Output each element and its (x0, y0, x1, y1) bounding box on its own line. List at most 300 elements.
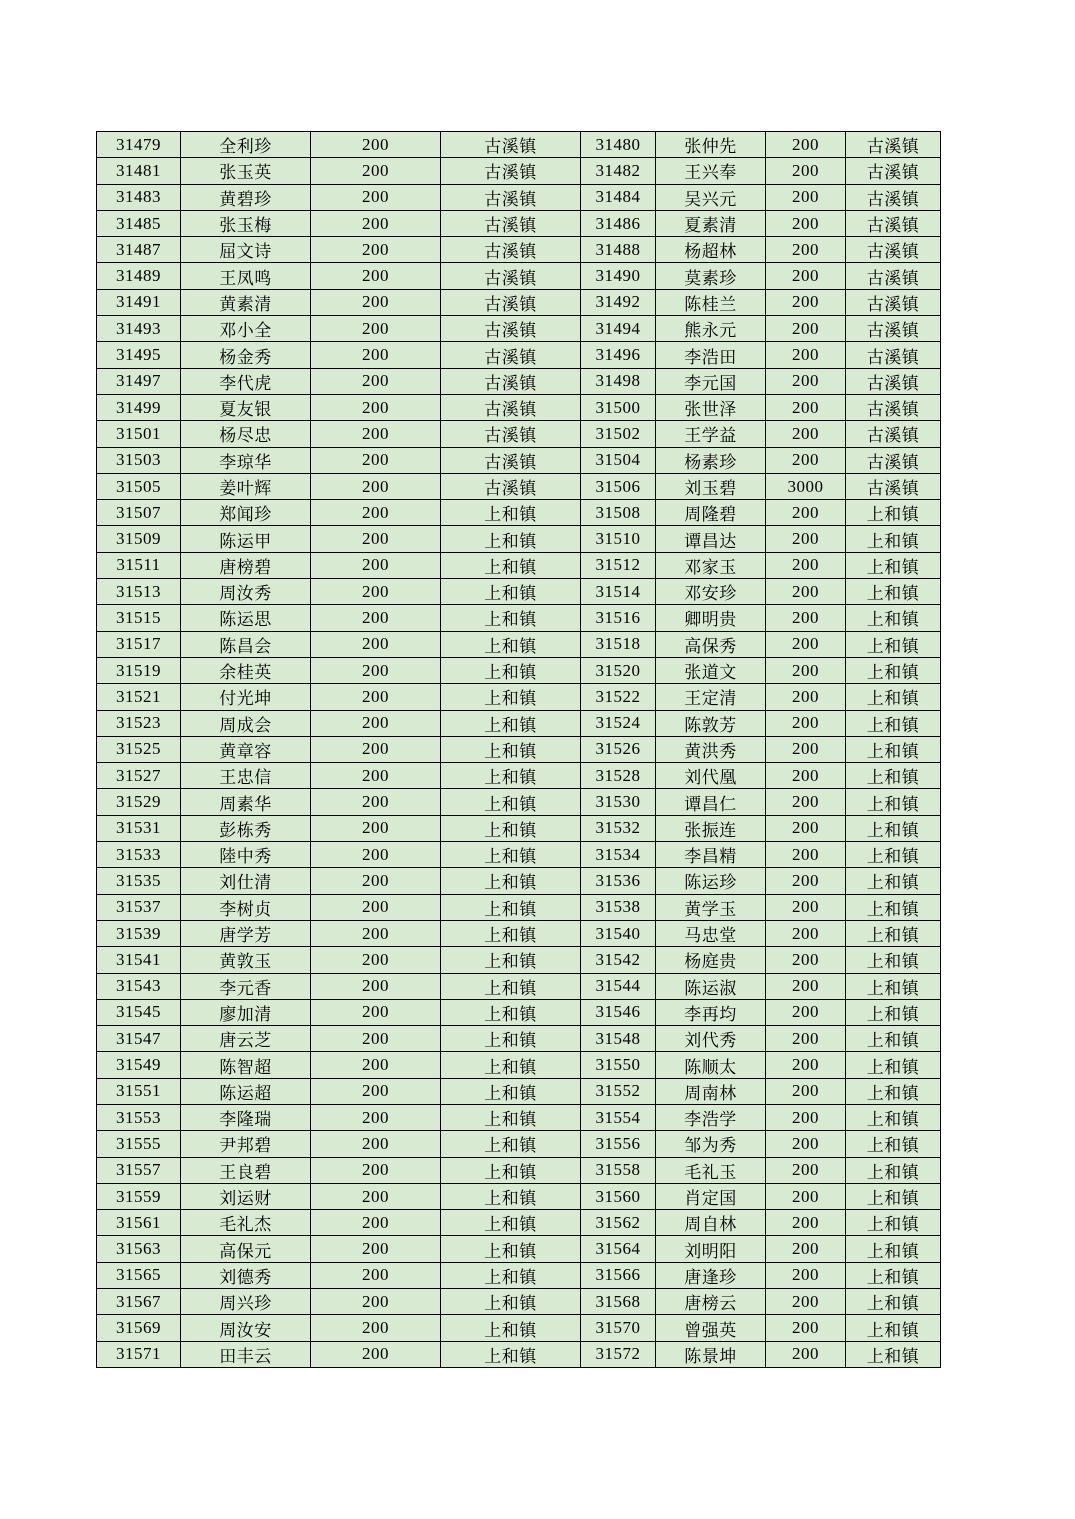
amount-cell: 200 (766, 973, 846, 999)
amount-cell: 200 (766, 631, 846, 657)
town-cell: 古溪镇 (441, 342, 581, 368)
name-cell: 刘明阳 (656, 1236, 766, 1262)
name-cell: 黄章容 (181, 736, 311, 762)
table-row (97, 1104, 941, 1130)
table-row (97, 158, 941, 184)
town-cell: 上和镇 (846, 631, 941, 657)
town-cell: 上和镇 (846, 947, 941, 973)
town-cell: 上和镇 (846, 999, 941, 1025)
amount-cell: 200 (766, 789, 846, 815)
amount-cell: 200 (766, 368, 846, 394)
amount-cell: 200 (766, 1289, 846, 1315)
serial-cell: 31541 (97, 947, 181, 973)
town-cell: 古溪镇 (441, 210, 581, 236)
town-cell: 上和镇 (441, 973, 581, 999)
amount-cell: 200 (766, 1131, 846, 1157)
name-cell: 王定清 (656, 684, 766, 710)
name-cell: 杨超林 (656, 237, 766, 263)
town-cell: 古溪镇 (846, 421, 941, 447)
table-row (97, 473, 941, 499)
name-cell: 廖加清 (181, 999, 311, 1025)
amount-cell: 200 (766, 1341, 846, 1367)
name-cell: 李琼华 (181, 447, 311, 473)
amount-cell: 200 (766, 842, 846, 868)
table-row (97, 316, 941, 342)
town-cell: 古溪镇 (846, 210, 941, 236)
town-cell: 上和镇 (441, 736, 581, 762)
town-cell: 古溪镇 (441, 421, 581, 447)
name-cell: 李元香 (181, 973, 311, 999)
serial-cell: 31540 (581, 920, 656, 946)
table-row (97, 999, 941, 1025)
town-cell: 古溪镇 (846, 289, 941, 315)
amount-cell: 200 (311, 1026, 441, 1052)
town-cell: 古溪镇 (441, 447, 581, 473)
town-cell: 上和镇 (441, 552, 581, 578)
name-cell: 唐逢珍 (656, 1262, 766, 1288)
serial-cell: 31563 (97, 1236, 181, 1262)
serial-cell: 31555 (97, 1131, 181, 1157)
name-cell: 杨庭贵 (656, 947, 766, 973)
town-cell: 上和镇 (846, 1078, 941, 1104)
serial-cell: 31538 (581, 894, 656, 920)
table-row (97, 368, 941, 394)
town-cell: 上和镇 (441, 1210, 581, 1236)
town-cell: 古溪镇 (846, 184, 941, 210)
name-cell: 张玉梅 (181, 210, 311, 236)
name-cell: 李元国 (656, 368, 766, 394)
town-cell: 上和镇 (441, 1104, 581, 1130)
amount-cell: 200 (311, 605, 441, 631)
table-row (97, 947, 941, 973)
name-cell: 周成会 (181, 710, 311, 736)
serial-cell: 31521 (97, 684, 181, 710)
amount-cell: 200 (766, 710, 846, 736)
amount-cell: 200 (311, 1236, 441, 1262)
serial-cell: 31547 (97, 1026, 181, 1052)
name-cell: 周自林 (656, 1210, 766, 1236)
name-cell: 黄碧珍 (181, 184, 311, 210)
name-cell: 陸中秀 (181, 842, 311, 868)
town-cell: 古溪镇 (846, 263, 941, 289)
town-cell: 上和镇 (441, 605, 581, 631)
name-cell: 黄素清 (181, 289, 311, 315)
serial-cell: 31500 (581, 394, 656, 420)
table-row (97, 868, 941, 894)
serial-cell: 31487 (97, 237, 181, 263)
table-row (97, 973, 941, 999)
serial-cell: 31492 (581, 289, 656, 315)
serial-cell: 31550 (581, 1052, 656, 1078)
amount-cell: 200 (311, 894, 441, 920)
amount-cell: 200 (766, 237, 846, 263)
name-cell: 杨素珍 (656, 447, 766, 473)
amount-cell: 200 (766, 184, 846, 210)
serial-cell: 31494 (581, 316, 656, 342)
town-cell: 上和镇 (846, 1341, 941, 1367)
name-cell: 毛礼玉 (656, 1157, 766, 1183)
town-cell: 上和镇 (846, 1210, 941, 1236)
amount-cell: 200 (766, 158, 846, 184)
serial-cell: 31542 (581, 947, 656, 973)
name-cell: 唐云芝 (181, 1026, 311, 1052)
serial-cell: 31489 (97, 263, 181, 289)
name-cell: 李代虎 (181, 368, 311, 394)
serial-cell: 31539 (97, 920, 181, 946)
name-cell: 周南林 (656, 1078, 766, 1104)
town-cell: 上和镇 (441, 500, 581, 526)
town-cell: 上和镇 (441, 868, 581, 894)
name-cell: 周兴珍 (181, 1289, 311, 1315)
serial-cell: 31567 (97, 1289, 181, 1315)
town-cell: 上和镇 (846, 1131, 941, 1157)
town-cell: 上和镇 (441, 947, 581, 973)
town-cell: 上和镇 (846, 500, 941, 526)
amount-cell: 200 (311, 184, 441, 210)
town-cell: 上和镇 (441, 789, 581, 815)
serial-cell: 31537 (97, 894, 181, 920)
town-cell: 古溪镇 (846, 237, 941, 263)
town-cell: 古溪镇 (441, 394, 581, 420)
name-cell: 王学益 (656, 421, 766, 447)
amount-cell: 200 (311, 263, 441, 289)
serial-cell: 31516 (581, 605, 656, 631)
serial-cell: 31520 (581, 657, 656, 683)
town-cell: 上和镇 (441, 631, 581, 657)
table-row (97, 447, 941, 473)
amount-cell: 200 (766, 552, 846, 578)
name-cell: 莫素珍 (656, 263, 766, 289)
name-cell: 熊永元 (656, 316, 766, 342)
town-cell: 上和镇 (441, 1026, 581, 1052)
town-cell: 上和镇 (846, 763, 941, 789)
name-cell: 王良碧 (181, 1157, 311, 1183)
town-cell: 上和镇 (846, 1236, 941, 1262)
amount-cell: 200 (766, 947, 846, 973)
table-row (97, 657, 941, 683)
name-cell: 李昌精 (656, 842, 766, 868)
name-cell: 邓家玉 (656, 552, 766, 578)
serial-cell: 31568 (581, 1289, 656, 1315)
town-cell: 古溪镇 (846, 394, 941, 420)
serial-cell: 31553 (97, 1104, 181, 1130)
table-row (97, 1315, 941, 1341)
serial-cell: 31527 (97, 763, 181, 789)
town-cell: 上和镇 (441, 1052, 581, 1078)
name-cell: 黄洪秀 (656, 736, 766, 762)
name-cell: 陈昌会 (181, 631, 311, 657)
table-row (97, 763, 941, 789)
town-cell: 古溪镇 (441, 289, 581, 315)
town-cell: 上和镇 (846, 605, 941, 631)
name-cell: 毛礼杰 (181, 1210, 311, 1236)
serial-cell: 31543 (97, 973, 181, 999)
amount-cell: 200 (311, 1052, 441, 1078)
serial-cell: 31483 (97, 184, 181, 210)
serial-cell: 31566 (581, 1262, 656, 1288)
town-cell: 上和镇 (441, 920, 581, 946)
amount-cell: 200 (311, 973, 441, 999)
serial-cell: 31564 (581, 1236, 656, 1262)
serial-cell: 31517 (97, 631, 181, 657)
serial-cell: 31506 (581, 473, 656, 499)
amount-cell: 200 (311, 342, 441, 368)
town-cell: 上和镇 (441, 894, 581, 920)
amount-cell: 200 (311, 1262, 441, 1288)
serial-cell: 31482 (581, 158, 656, 184)
town-cell: 上和镇 (441, 842, 581, 868)
amount-cell: 200 (311, 394, 441, 420)
name-cell: 邹为秀 (656, 1131, 766, 1157)
amount-cell: 200 (311, 815, 441, 841)
serial-cell: 31526 (581, 736, 656, 762)
serial-cell: 31510 (581, 526, 656, 552)
town-cell: 上和镇 (441, 710, 581, 736)
name-cell: 肖定国 (656, 1183, 766, 1209)
amount-cell: 200 (766, 1026, 846, 1052)
name-cell: 李浩学 (656, 1104, 766, 1130)
table-row (97, 1026, 941, 1052)
serial-cell: 31486 (581, 210, 656, 236)
town-cell: 古溪镇 (441, 132, 581, 158)
serial-cell: 31531 (97, 815, 181, 841)
serial-cell: 31528 (581, 763, 656, 789)
town-cell: 上和镇 (441, 526, 581, 552)
serial-cell: 31504 (581, 447, 656, 473)
table-row (97, 394, 941, 420)
table-row (97, 605, 941, 631)
town-cell: 上和镇 (441, 999, 581, 1025)
town-cell: 上和镇 (846, 1289, 941, 1315)
serial-cell: 31529 (97, 789, 181, 815)
name-cell: 陈智超 (181, 1052, 311, 1078)
amount-cell: 200 (311, 1157, 441, 1183)
amount-cell: 200 (311, 842, 441, 868)
name-cell: 邓安珍 (656, 579, 766, 605)
amount-cell: 200 (311, 1183, 441, 1209)
amount-cell: 200 (766, 342, 846, 368)
town-cell: 古溪镇 (441, 184, 581, 210)
table-row (97, 342, 941, 368)
amount-cell: 200 (766, 1104, 846, 1130)
table-row (97, 1183, 941, 1209)
serial-cell: 31488 (581, 237, 656, 263)
amount-cell: 200 (766, 1262, 846, 1288)
town-cell: 上和镇 (846, 1315, 941, 1341)
serial-cell: 31525 (97, 736, 181, 762)
serial-cell: 31571 (97, 1341, 181, 1367)
town-cell: 古溪镇 (846, 473, 941, 499)
name-cell: 周素华 (181, 789, 311, 815)
amount-cell: 200 (766, 447, 846, 473)
amount-cell: 200 (311, 447, 441, 473)
table-row (97, 526, 941, 552)
town-cell: 上和镇 (846, 920, 941, 946)
name-cell: 陈运甲 (181, 526, 311, 552)
serial-cell: 31561 (97, 1210, 181, 1236)
town-cell: 上和镇 (441, 815, 581, 841)
serial-cell: 31570 (581, 1315, 656, 1341)
serial-cell: 31508 (581, 500, 656, 526)
town-cell: 古溪镇 (846, 447, 941, 473)
name-cell: 王凤鸣 (181, 263, 311, 289)
amount-cell: 200 (311, 132, 441, 158)
amount-cell: 200 (766, 1052, 846, 1078)
serial-cell: 31495 (97, 342, 181, 368)
amount-cell: 200 (766, 421, 846, 447)
name-cell: 余桂英 (181, 657, 311, 683)
amount-cell: 200 (311, 657, 441, 683)
amount-cell: 200 (766, 289, 846, 315)
name-cell: 张世泽 (656, 394, 766, 420)
table-row (97, 920, 941, 946)
amount-cell: 200 (311, 736, 441, 762)
town-cell: 古溪镇 (441, 473, 581, 499)
serial-cell: 31522 (581, 684, 656, 710)
serial-cell: 31480 (581, 132, 656, 158)
name-cell: 王兴奉 (656, 158, 766, 184)
table-row (97, 789, 941, 815)
table-row (97, 132, 941, 158)
serial-cell: 31484 (581, 184, 656, 210)
town-cell: 上和镇 (846, 684, 941, 710)
town-cell: 上和镇 (846, 1052, 941, 1078)
table-row (97, 552, 941, 578)
name-cell: 刘运财 (181, 1183, 311, 1209)
table-row (97, 1131, 941, 1157)
serial-cell: 31497 (97, 368, 181, 394)
table-row (97, 1078, 941, 1104)
name-cell: 马忠堂 (656, 920, 766, 946)
table-row (97, 894, 941, 920)
town-cell: 上和镇 (441, 763, 581, 789)
serial-cell: 31533 (97, 842, 181, 868)
serial-cell: 31518 (581, 631, 656, 657)
serial-cell: 31532 (581, 815, 656, 841)
serial-cell: 31479 (97, 132, 181, 158)
town-cell: 上和镇 (846, 973, 941, 999)
name-cell: 杨金秀 (181, 342, 311, 368)
amount-cell: 200 (311, 421, 441, 447)
amount-cell: 200 (766, 1315, 846, 1341)
serial-cell: 31499 (97, 394, 181, 420)
serial-cell: 31513 (97, 579, 181, 605)
town-cell: 上和镇 (441, 684, 581, 710)
name-cell: 张振连 (656, 815, 766, 841)
town-cell: 上和镇 (441, 579, 581, 605)
name-cell: 曾强英 (656, 1315, 766, 1341)
payment-roster-body (97, 132, 941, 1368)
amount-cell: 200 (311, 158, 441, 184)
amount-cell: 200 (766, 526, 846, 552)
town-cell: 上和镇 (846, 1262, 941, 1288)
amount-cell: 200 (311, 368, 441, 394)
table-row (97, 1289, 941, 1315)
amount-cell: 200 (311, 1210, 441, 1236)
amount-cell: 200 (311, 1131, 441, 1157)
serial-cell: 31536 (581, 868, 656, 894)
amount-cell: 200 (766, 894, 846, 920)
town-cell: 上和镇 (441, 1341, 581, 1367)
table-row (97, 1341, 941, 1367)
serial-cell: 31491 (97, 289, 181, 315)
serial-cell: 31515 (97, 605, 181, 631)
name-cell: 邓小全 (181, 316, 311, 342)
serial-cell: 31562 (581, 1210, 656, 1236)
amount-cell: 200 (766, 316, 846, 342)
table-row (97, 263, 941, 289)
amount-cell: 200 (311, 316, 441, 342)
town-cell: 古溪镇 (441, 237, 581, 263)
town-cell: 上和镇 (846, 789, 941, 815)
town-cell: 古溪镇 (441, 316, 581, 342)
name-cell: 卿明贵 (656, 605, 766, 631)
name-cell: 谭昌仁 (656, 789, 766, 815)
serial-cell: 31534 (581, 842, 656, 868)
serial-cell: 31503 (97, 447, 181, 473)
name-cell: 杨尽忠 (181, 421, 311, 447)
amount-cell: 200 (766, 763, 846, 789)
serial-cell: 31481 (97, 158, 181, 184)
name-cell: 尹邦碧 (181, 1131, 311, 1157)
amount-cell: 200 (311, 1315, 441, 1341)
payment-roster-table (96, 131, 941, 1368)
town-cell: 上和镇 (846, 894, 941, 920)
name-cell: 唐学芳 (181, 920, 311, 946)
amount-cell: 200 (311, 999, 441, 1025)
name-cell: 黄学玉 (656, 894, 766, 920)
amount-cell: 200 (311, 473, 441, 499)
name-cell: 李隆瑞 (181, 1104, 311, 1130)
town-cell: 上和镇 (441, 1236, 581, 1262)
serial-cell: 31530 (581, 789, 656, 815)
name-cell: 田丰云 (181, 1341, 311, 1367)
serial-cell: 31509 (97, 526, 181, 552)
serial-cell: 31502 (581, 421, 656, 447)
table-row (97, 1262, 941, 1288)
serial-cell: 31556 (581, 1131, 656, 1157)
amount-cell: 200 (311, 1341, 441, 1367)
name-cell: 周隆碧 (656, 500, 766, 526)
name-cell: 刘代秀 (656, 1026, 766, 1052)
name-cell: 陈桂兰 (656, 289, 766, 315)
serial-cell: 31554 (581, 1104, 656, 1130)
table-row (97, 237, 941, 263)
town-cell: 上和镇 (441, 1131, 581, 1157)
name-cell: 刘代凰 (656, 763, 766, 789)
amount-cell: 200 (311, 1078, 441, 1104)
table-row (97, 1157, 941, 1183)
town-cell: 古溪镇 (441, 368, 581, 394)
serial-cell: 31544 (581, 973, 656, 999)
serial-cell: 31519 (97, 657, 181, 683)
town-cell: 上和镇 (846, 552, 941, 578)
amount-cell: 200 (311, 1289, 441, 1315)
town-cell: 上和镇 (441, 1183, 581, 1209)
name-cell: 周汝秀 (181, 579, 311, 605)
serial-cell: 31549 (97, 1052, 181, 1078)
name-cell: 张玉英 (181, 158, 311, 184)
town-cell: 上和镇 (441, 657, 581, 683)
town-cell: 古溪镇 (846, 132, 941, 158)
town-cell: 上和镇 (846, 842, 941, 868)
amount-cell: 200 (766, 1157, 846, 1183)
name-cell: 刘仕清 (181, 868, 311, 894)
amount-cell: 200 (311, 631, 441, 657)
amount-cell: 200 (311, 1104, 441, 1130)
amount-cell: 200 (311, 500, 441, 526)
town-cell: 古溪镇 (846, 342, 941, 368)
